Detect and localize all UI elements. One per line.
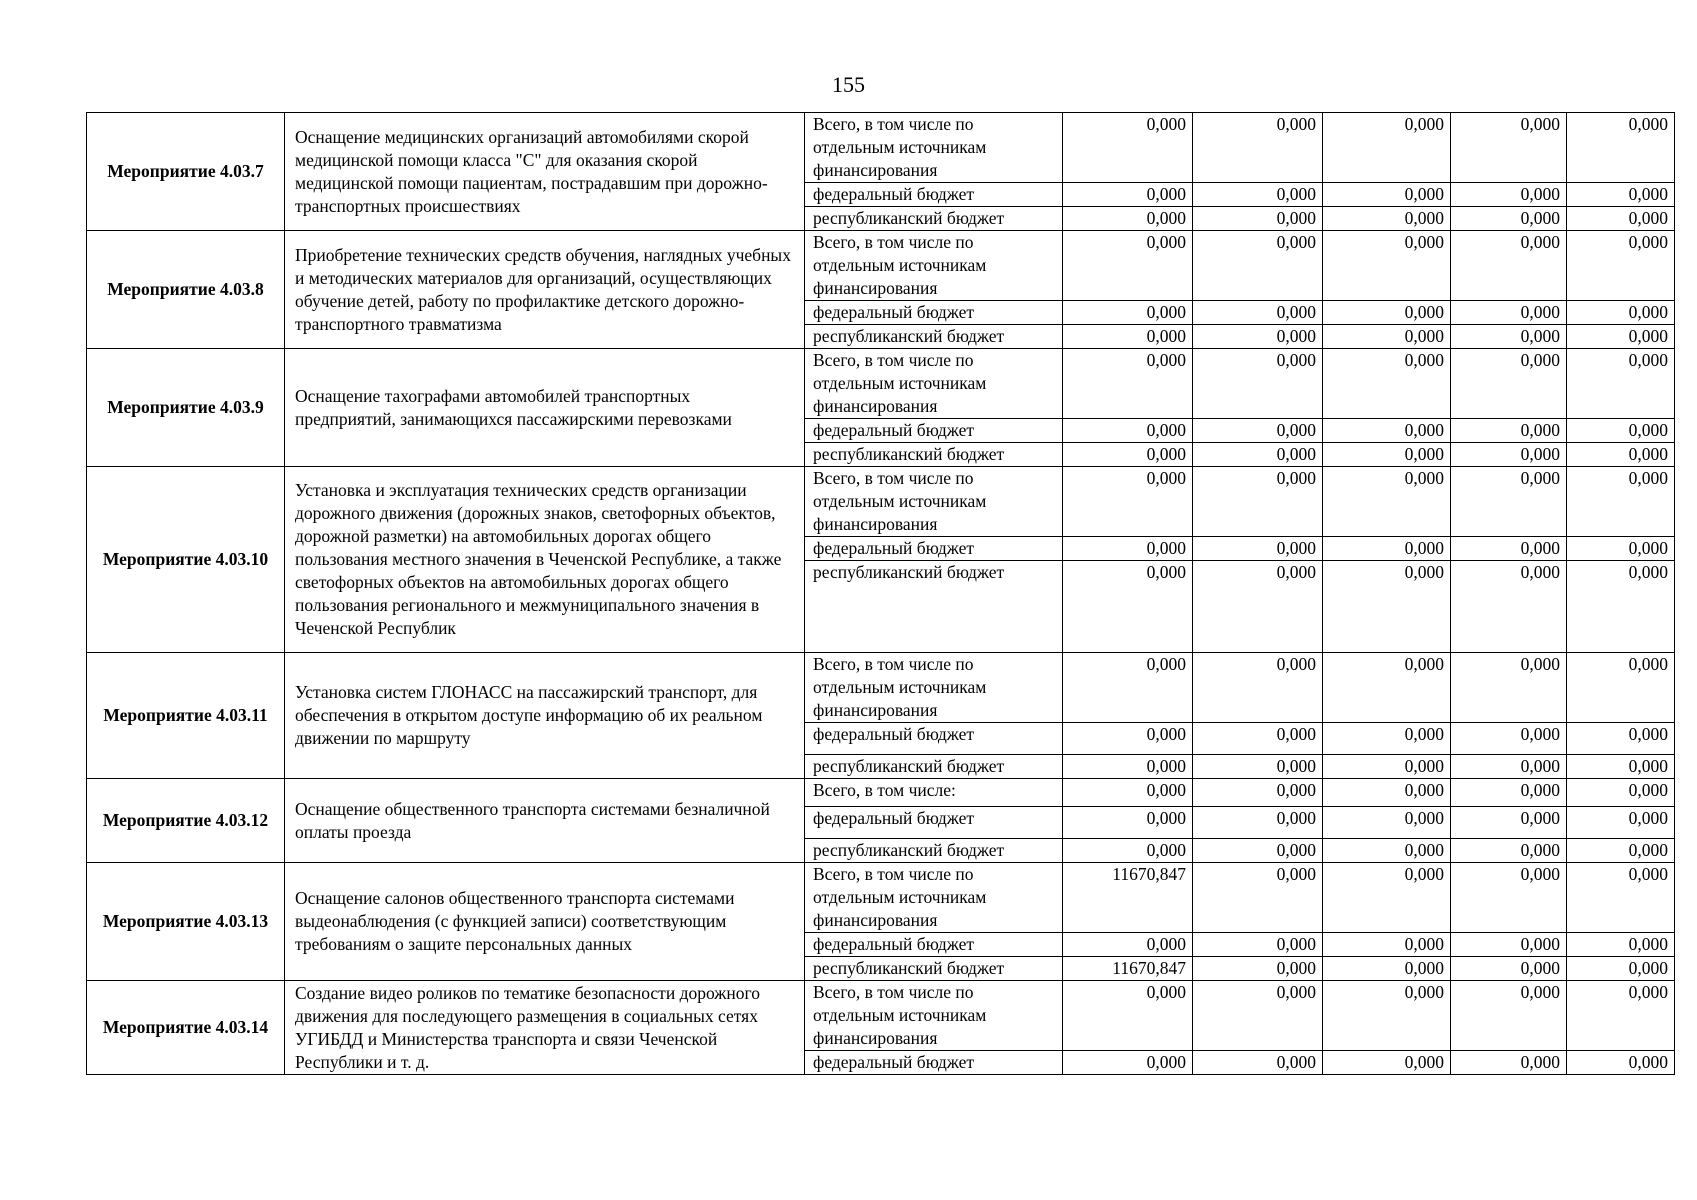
funding-source: федеральный бюджет [805, 807, 1063, 839]
amount-cell: 0,000 [1567, 537, 1675, 561]
amount-cell: 0,000 [1063, 207, 1193, 231]
amount-cell: 0,000 [1063, 183, 1193, 207]
amount-cell: 0,000 [1451, 325, 1567, 349]
amount-cell: 0,000 [1451, 231, 1567, 301]
amount-cell: 0,000 [1063, 653, 1193, 723]
funding-table [86, 112, 1675, 1075]
amount-cell: 0,000 [1193, 325, 1323, 349]
amount-cell: 0,000 [1193, 839, 1323, 863]
amount-cell: 0,000 [1323, 863, 1451, 933]
amount-cell: 0,000 [1193, 207, 1323, 231]
amount-cell: 0,000 [1567, 325, 1675, 349]
amount-cell: 0,000 [1567, 231, 1675, 301]
funding-source: федеральный бюджет [805, 933, 1063, 957]
amount-cell: 0,000 [1063, 537, 1193, 561]
funding-source: федеральный бюджет [805, 419, 1063, 443]
amount-cell: 0,000 [1323, 723, 1451, 755]
amount-cell: 0,000 [1567, 981, 1675, 1051]
amount-cell: 0,000 [1193, 1051, 1323, 1075]
page-number: 155 [832, 72, 865, 97]
measure-id: Мероприятие 4.03.13 [87, 863, 285, 981]
amount-cell: 0,000 [1193, 755, 1323, 779]
amount-cell: 0,000 [1451, 755, 1567, 779]
measure-description: Приобретение технических средств обучения, наглядных учебных и методических материалов для организаций, осуществляющих обучение детей, работу по профилактике детского дорожно-транспортного травматизма [285, 231, 805, 349]
amount-cell: 0,000 [1323, 561, 1451, 653]
funding-source: Всего, в том числе по отдельным источникам финансирования [805, 113, 1063, 183]
amount-cell: 0,000 [1451, 957, 1567, 981]
amount-cell: 0,000 [1193, 981, 1323, 1051]
amount-cell: 0,000 [1323, 839, 1451, 863]
measure-description: Установка и эксплуатация технических средств организации дорожного движения (дорожных знаков, светофорных объектов, дорожной разметки) на автомобильных дорогах общего пользования местного значения в Чеченской Республике, а также светофорных объектов на автомобильных дорогах общего пользования регионального и межмуниципального значения в Чеченской Республик [285, 467, 805, 653]
amount-cell: 0,000 [1063, 839, 1193, 863]
amount-cell: 0,000 [1451, 807, 1567, 839]
amount-cell: 0,000 [1193, 467, 1323, 537]
table-row [87, 779, 1675, 807]
table-row [87, 349, 1675, 419]
funding-source: республиканский бюджет [805, 957, 1063, 981]
amount-cell: 0,000 [1567, 301, 1675, 325]
measure-description: Оснащение салонов общественного транспорта системами выдеонаблюдения (с функцией записи) соответствующим требованиям о защите персональных данных [285, 863, 805, 981]
funding-source: Всего, в том числе: [805, 779, 1063, 807]
amount-cell: 0,000 [1193, 653, 1323, 723]
amount-cell: 0,000 [1323, 325, 1451, 349]
amount-cell: 0,000 [1567, 957, 1675, 981]
amount-cell: 0,000 [1063, 231, 1193, 301]
measure-id: Мероприятие 4.03.9 [87, 349, 285, 467]
amount-cell: 0,000 [1567, 779, 1675, 807]
amount-cell: 0,000 [1451, 933, 1567, 957]
funding-source: республиканский бюджет [805, 755, 1063, 779]
amount-cell: 0,000 [1063, 981, 1193, 1051]
amount-cell: 0,000 [1063, 807, 1193, 839]
amount-cell: 0,000 [1451, 467, 1567, 537]
amount-cell: 0,000 [1451, 443, 1567, 467]
measure-description: Установка систем ГЛОНАСС на пассажирский транспорт, для обеспечения в открытом доступе информацию об их реальном движении по маршруту [285, 653, 805, 779]
amount-cell: 0,000 [1323, 779, 1451, 807]
amount-cell: 0,000 [1323, 443, 1451, 467]
amount-cell: 0,000 [1193, 807, 1323, 839]
amount-cell: 0,000 [1063, 325, 1193, 349]
amount-cell: 0,000 [1193, 561, 1323, 653]
amount-cell: 0,000 [1323, 537, 1451, 561]
amount-cell: 0,000 [1567, 419, 1675, 443]
amount-cell: 0,000 [1567, 723, 1675, 755]
table-row [87, 653, 1675, 723]
funding-source: Всего, в том числе по отдельным источникам финансирования [805, 231, 1063, 301]
measure-description: Создание видео роликов по тематике безопасности дорожного движения для последующего размещения в социальных сетях УГИБДД и Министерства транспорта и связи Чеченской Республики и т. д. [285, 981, 805, 1075]
amount-cell: 0,000 [1193, 231, 1323, 301]
funding-source: федеральный бюджет [805, 1051, 1063, 1075]
amount-cell: 0,000 [1063, 349, 1193, 419]
amount-cell: 0,000 [1193, 537, 1323, 561]
amount-cell: 0,000 [1323, 231, 1451, 301]
amount-cell: 0,000 [1567, 183, 1675, 207]
amount-cell: 0,000 [1451, 723, 1567, 755]
table-row [87, 981, 1675, 1051]
amount-cell: 0,000 [1063, 933, 1193, 957]
amount-cell: 0,000 [1323, 207, 1451, 231]
amount-cell: 0,000 [1193, 113, 1323, 183]
amount-cell: 0,000 [1567, 807, 1675, 839]
amount-cell: 0,000 [1451, 349, 1567, 419]
amount-cell: 0,000 [1063, 419, 1193, 443]
amount-cell: 0,000 [1063, 755, 1193, 779]
amount-cell: 0,000 [1323, 1051, 1451, 1075]
amount-cell: 0,000 [1323, 419, 1451, 443]
amount-cell: 0,000 [1063, 561, 1193, 653]
amount-cell: 0,000 [1451, 981, 1567, 1051]
amount-cell: 0,000 [1323, 113, 1451, 183]
amount-cell: 0,000 [1063, 301, 1193, 325]
amount-cell: 0,000 [1451, 863, 1567, 933]
funding-source: Всего, в том числе по отдельным источникам финансирования [805, 467, 1063, 537]
amount-cell: 0,000 [1567, 653, 1675, 723]
funding-source: Всего, в том числе по отдельным источникам финансирования [805, 653, 1063, 723]
amount-cell: 0,000 [1567, 1051, 1675, 1075]
amount-cell: 0,000 [1323, 981, 1451, 1051]
amount-cell: 0,000 [1193, 419, 1323, 443]
amount-cell: 0,000 [1567, 349, 1675, 419]
amount-cell: 0,000 [1323, 957, 1451, 981]
amount-cell: 0,000 [1567, 443, 1675, 467]
amount-cell: 0,000 [1193, 301, 1323, 325]
funding-source: Всего, в том числе по отдельным источникам финансирования [805, 349, 1063, 419]
funding-source: республиканский бюджет [805, 207, 1063, 231]
amount-cell: 0,000 [1567, 933, 1675, 957]
amount-cell: 0,000 [1567, 467, 1675, 537]
measure-description: Оснащение медицинских организаций автомобилями скорой медицинской помощи класса "С" для оказания скорой медицинской помощи пациентам, пострадавшим при дорожно-транспортных происшествиях [285, 113, 805, 231]
amount-cell: 0,000 [1451, 207, 1567, 231]
amount-cell: 0,000 [1063, 1051, 1193, 1075]
amount-cell: 0,000 [1567, 207, 1675, 231]
table-row [87, 863, 1675, 933]
amount-cell: 0,000 [1451, 561, 1567, 653]
amount-cell: 0,000 [1193, 183, 1323, 207]
table-row [87, 231, 1675, 301]
table-row [87, 113, 1675, 183]
amount-cell: 0,000 [1193, 957, 1323, 981]
amount-cell: 0,000 [1451, 653, 1567, 723]
funding-source: Всего, в том числе по отдельным источникам финансирования [805, 981, 1063, 1051]
funding-source: федеральный бюджет [805, 723, 1063, 755]
amount-cell: 0,000 [1063, 467, 1193, 537]
funding-source: федеральный бюджет [805, 537, 1063, 561]
amount-cell: 0,000 [1193, 723, 1323, 755]
amount-cell: 0,000 [1193, 779, 1323, 807]
funding-source: федеральный бюджет [805, 301, 1063, 325]
amount-cell: 0,000 [1451, 537, 1567, 561]
amount-cell: 0,000 [1323, 301, 1451, 325]
amount-cell: 0,000 [1451, 113, 1567, 183]
amount-cell: 0,000 [1063, 779, 1193, 807]
amount-cell: 11670,847 [1063, 957, 1193, 981]
amount-cell: 0,000 [1567, 863, 1675, 933]
amount-cell: 0,000 [1323, 807, 1451, 839]
amount-cell: 0,000 [1451, 779, 1567, 807]
amount-cell: 0,000 [1323, 755, 1451, 779]
amount-cell: 0,000 [1567, 755, 1675, 779]
amount-cell: 0,000 [1323, 183, 1451, 207]
amount-cell: 0,000 [1567, 113, 1675, 183]
funding-source: Всего, в том числе по отдельным источникам финансирования [805, 863, 1063, 933]
measure-id: Мероприятие 4.03.14 [87, 981, 285, 1075]
funding-source: федеральный бюджет [805, 183, 1063, 207]
amount-cell: 0,000 [1567, 561, 1675, 653]
amount-cell: 0,000 [1063, 113, 1193, 183]
amount-cell: 0,000 [1063, 443, 1193, 467]
amount-cell: 11670,847 [1063, 863, 1193, 933]
funding-source: республиканский бюджет [805, 839, 1063, 863]
measure-id: Мероприятие 4.03.12 [87, 779, 285, 863]
amount-cell: 0,000 [1063, 723, 1193, 755]
amount-cell: 0,000 [1323, 933, 1451, 957]
amount-cell: 0,000 [1193, 863, 1323, 933]
amount-cell: 0,000 [1193, 443, 1323, 467]
amount-cell: 0,000 [1323, 653, 1451, 723]
measure-description: Оснащение тахографами автомобилей транспортных предприятий, занимающихся пассажирскими перевозками [285, 349, 805, 467]
amount-cell: 0,000 [1451, 183, 1567, 207]
funding-source: республиканский бюджет [805, 325, 1063, 349]
amount-cell: 0,000 [1193, 933, 1323, 957]
measure-description: Оснащение общественного транспорта системами безналичной оплаты проезда [285, 779, 805, 863]
measure-id: Мероприятие 4.03.7 [87, 113, 285, 231]
amount-cell: 0,000 [1323, 349, 1451, 419]
measure-id: Мероприятие 4.03.8 [87, 231, 285, 349]
amount-cell: 0,000 [1451, 839, 1567, 863]
amount-cell: 0,000 [1451, 1051, 1567, 1075]
amount-cell: 0,000 [1193, 349, 1323, 419]
amount-cell: 0,000 [1323, 467, 1451, 537]
amount-cell: 0,000 [1567, 839, 1675, 863]
measure-id: Мероприятие 4.03.10 [87, 467, 285, 653]
amount-cell: 0,000 [1451, 419, 1567, 443]
funding-source: республиканский бюджет [805, 561, 1063, 653]
amount-cell: 0,000 [1451, 301, 1567, 325]
measure-id: Мероприятие 4.03.11 [87, 653, 285, 779]
funding-source: республиканский бюджет [805, 443, 1063, 467]
table-row [87, 467, 1675, 537]
